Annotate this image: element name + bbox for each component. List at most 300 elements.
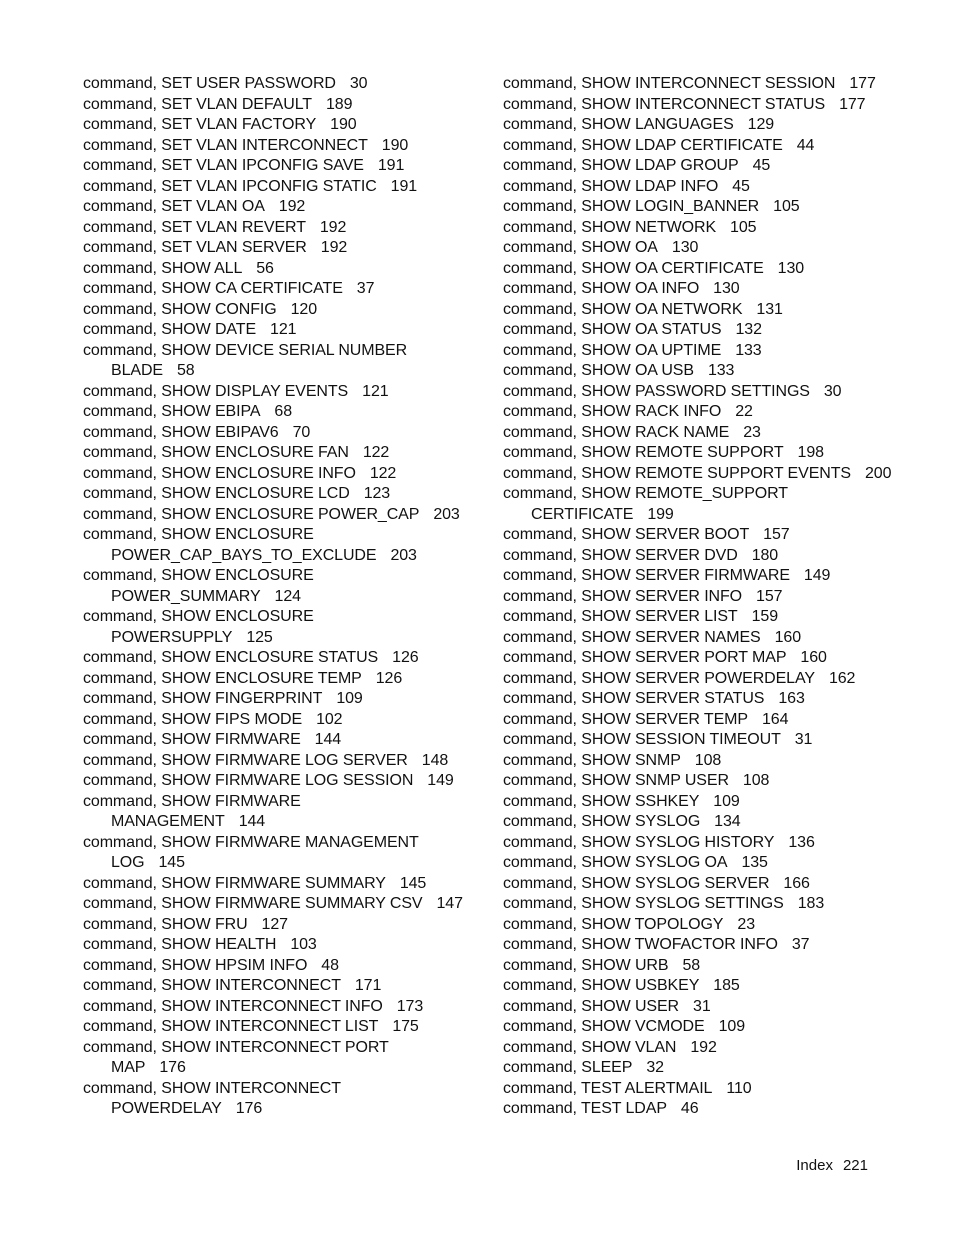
index-entry xyxy=(83,792,483,833)
index-entry xyxy=(503,341,923,362)
index-term: command, SET VLAN IPCONFIG STATIC xyxy=(83,177,377,195)
index-entry xyxy=(83,894,483,915)
index-page-ref: 103 xyxy=(290,936,317,953)
index-page-ref: 183 xyxy=(797,895,825,912)
index-page-ref: 23 xyxy=(743,423,761,441)
index-page-ref: 120 xyxy=(290,300,317,318)
index-term: command, SHOW CONFIG xyxy=(83,300,277,318)
index-entry xyxy=(503,710,923,731)
index-entry xyxy=(503,956,923,977)
index-term: command, SHOW SNMP USER xyxy=(503,772,729,789)
index-page-ref: 48 xyxy=(321,956,339,974)
index-term-continuation xyxy=(83,812,483,833)
index-column-left xyxy=(83,74,483,1120)
index-term: command, SHOW SERVER INFO xyxy=(503,587,743,605)
index-page-ref: 124 xyxy=(274,587,301,605)
index-page-ref: 37 xyxy=(791,936,810,953)
index-page-ref: 144 xyxy=(314,731,342,748)
index-page-ref: 149 xyxy=(427,772,454,789)
index-term: command, SHOW TWOFACTOR INFO xyxy=(503,936,778,953)
index-entry xyxy=(83,320,483,341)
index-page-ref: 192 xyxy=(320,239,348,256)
index-term: command, SHOW ENCLOSURE POWER_CAP xyxy=(83,505,420,523)
index-entry xyxy=(503,648,923,669)
index-entry xyxy=(83,730,483,751)
index-term-continuation-text: POWERDELAY xyxy=(111,1100,222,1117)
index-entry xyxy=(83,156,483,177)
index-page-ref: 164 xyxy=(761,710,789,728)
index-entry xyxy=(83,689,483,710)
index-entry xyxy=(503,197,923,218)
index-entry xyxy=(503,689,923,710)
index-page-ref: 145 xyxy=(399,874,427,892)
index-entry xyxy=(83,997,483,1018)
index-entry xyxy=(503,792,923,813)
index-page-ref: 171 xyxy=(354,977,382,994)
index-page-ref: 121 xyxy=(270,321,297,338)
index-term-continuation xyxy=(83,1058,483,1079)
index-entry xyxy=(503,115,923,136)
index-entry xyxy=(503,156,923,177)
index-page-ref: 177 xyxy=(839,95,866,113)
index-page-ref: 31 xyxy=(693,997,711,1015)
index-column-right xyxy=(503,74,923,1120)
index-entry xyxy=(503,874,923,895)
index-term: command, SHOW SYSLOG xyxy=(503,813,701,830)
index-page-ref: 126 xyxy=(375,669,403,687)
index-entry xyxy=(503,833,923,854)
index-term: command, SHOW INTERCONNECT LIST xyxy=(83,1018,379,1035)
index-term: command, SET USER PASSWORD xyxy=(83,75,336,92)
index-term-continuation xyxy=(83,587,483,608)
index-entry xyxy=(83,566,483,607)
index-entry xyxy=(83,505,483,526)
index-term: command, SHOW CA CERTIFICATE xyxy=(83,280,343,297)
index-entry xyxy=(503,853,923,874)
index-entry xyxy=(503,402,923,423)
index-term: command, SHOW SERVER TEMP xyxy=(503,710,748,728)
index-page-ref: 58 xyxy=(176,362,195,379)
index-term: command, SHOW TOPOLOGY xyxy=(503,915,724,933)
index-page-ref: 191 xyxy=(377,157,405,174)
index-page-ref: 130 xyxy=(713,280,740,297)
index-term: command, SET VLAN IPCONFIG SAVE xyxy=(83,157,364,174)
index-term-continuation-text: POWER_CAP_BAYS_TO_EXCLUDE xyxy=(111,546,377,564)
index-term: command, SHOW REMOTE_SUPPORT xyxy=(503,485,788,502)
index-page-ref: 190 xyxy=(330,116,357,133)
index-page-ref: 133 xyxy=(707,362,735,379)
index-term: command, SHOW FIRMWARE LOG SERVER xyxy=(83,751,408,769)
index-entry xyxy=(83,648,483,669)
index-page-ref: 149 xyxy=(803,567,831,584)
index-term: command, SHOW DISPLAY EVENTS xyxy=(83,382,349,400)
index-page-ref: 148 xyxy=(421,751,449,769)
index-entry xyxy=(83,402,483,423)
index-page-ref: 133 xyxy=(735,341,762,359)
index-page-ref: 162 xyxy=(828,669,856,687)
index-page-ref: 45 xyxy=(752,157,771,174)
index-page-ref: 166 xyxy=(783,874,810,892)
index-page-ref: 191 xyxy=(390,177,418,195)
index-entry xyxy=(503,566,923,587)
index-term: command, SHOW VCMODE xyxy=(503,1018,705,1035)
index-entry xyxy=(503,464,923,485)
index-entry xyxy=(83,115,483,136)
index-term: command, SHOW SERVER NAMES xyxy=(503,628,761,646)
index-term: command, SHOW SERVER FIRMWARE xyxy=(503,567,790,584)
index-entry xyxy=(503,74,923,95)
index-term: command, SHOW SERVER LIST xyxy=(503,608,738,625)
index-term: command, SHOW SERVER BOOT xyxy=(503,526,750,543)
index-term: command, SHOW RACK NAME xyxy=(503,423,730,441)
index-page-ref: 176 xyxy=(235,1100,263,1117)
index-term: command, SHOW SERVER STATUS xyxy=(503,690,765,707)
index-entry xyxy=(503,628,923,649)
index-term: command, SHOW INTERCONNECT xyxy=(83,977,341,994)
index-term: command, SHOW SERVER DVD xyxy=(503,546,738,564)
index-term: command, SHOW OA UPTIME xyxy=(503,341,722,359)
index-page-ref: 105 xyxy=(730,218,757,236)
index-term: command, SHOW LANGUAGES xyxy=(503,116,734,133)
index-page-ref: 177 xyxy=(849,75,876,92)
index-entry xyxy=(503,1058,923,1079)
index-entry xyxy=(83,238,483,259)
index-term: command, TEST LDAP xyxy=(503,1100,667,1117)
index-entry xyxy=(83,279,483,300)
index-page-ref: 105 xyxy=(773,198,800,215)
index-term: command, SHOW ENCLOSURE TEMP xyxy=(83,669,362,687)
index-page-ref: 30 xyxy=(349,75,368,92)
index-term: command, SHOW ENCLOSURE xyxy=(83,526,314,543)
index-entry xyxy=(503,1079,923,1100)
index-entry xyxy=(503,279,923,300)
index-page-ref: 192 xyxy=(278,198,306,215)
index-page-ref: 159 xyxy=(751,608,779,625)
index-term: command, SHOW INTERCONNECT STATUS xyxy=(503,95,826,113)
index-page-ref: 121 xyxy=(362,382,389,400)
index-page-ref: 122 xyxy=(362,444,390,461)
index-entry xyxy=(83,423,483,444)
index-page-ref: 160 xyxy=(800,649,827,666)
index-entry xyxy=(83,136,483,157)
index-term: command, SHOW OA INFO xyxy=(503,280,700,297)
index-entry xyxy=(503,730,923,751)
index-term: command, SET VLAN INTERCONNECT xyxy=(83,136,368,154)
index-entry xyxy=(83,464,483,485)
index-page-ref: 136 xyxy=(788,833,815,851)
index-entry xyxy=(503,915,923,936)
index-entry xyxy=(503,935,923,956)
index-entry xyxy=(503,1038,923,1059)
index-term: command, SHOW OA USB xyxy=(503,362,694,379)
index-page-ref: 110 xyxy=(726,1079,752,1097)
index-term: command, SHOW VLAN xyxy=(503,1038,677,1056)
index-term: command, SHOW LDAP INFO xyxy=(503,177,719,195)
index-term: command, SHOW ENCLOSURE FAN xyxy=(83,444,349,461)
index-page-ref: 102 xyxy=(316,710,343,728)
index-page-ref: 175 xyxy=(392,1018,419,1035)
index-term: command, SHOW INTERCONNECT SESSION xyxy=(503,75,836,92)
index-term: command, SET VLAN FACTORY xyxy=(83,116,317,133)
index-page-ref: 127 xyxy=(261,915,288,933)
index-term: command, SHOW FIRMWARE SUMMARY xyxy=(83,874,386,892)
index-entry xyxy=(503,136,923,157)
index-page-ref: 160 xyxy=(774,628,802,646)
index-term-continuation-text: MANAGEMENT xyxy=(111,813,225,830)
index-term: command, SHOW DATE xyxy=(83,321,257,338)
index-term: command, SHOW INTERCONNECT INFO xyxy=(83,997,383,1015)
index-page-ref: 147 xyxy=(436,895,463,912)
index-entry xyxy=(503,238,923,259)
index-page-ref: 129 xyxy=(747,116,775,133)
index-term: command, SHOW REMOTE SUPPORT xyxy=(503,444,784,461)
footer-page-number: 221 xyxy=(842,1157,868,1174)
index-entry xyxy=(503,812,923,833)
index-entry xyxy=(83,484,483,505)
index-term: command, SHOW URB xyxy=(503,956,669,974)
index-entry xyxy=(83,710,483,731)
index-term: command, SHOW FIRMWARE LOG SESSION xyxy=(83,772,414,789)
index-entry xyxy=(83,1017,483,1038)
index-term-continuation xyxy=(83,361,483,382)
index-term: command, SHOW FRU xyxy=(83,915,248,933)
index-term-continuation-text: BLADE xyxy=(111,362,163,379)
index-term: command, SHOW ENCLOSURE INFO xyxy=(83,464,356,482)
index-term: command, SET VLAN DEFAULT xyxy=(83,95,312,113)
index-page-ref: 144 xyxy=(238,813,266,830)
index-entry xyxy=(503,361,923,382)
index-entry xyxy=(83,95,483,116)
index-page-ref: 157 xyxy=(763,526,790,543)
index-entry xyxy=(83,833,483,874)
index-page-ref: 130 xyxy=(671,239,699,256)
index-term: command, SHOW OA STATUS xyxy=(503,321,722,338)
index-term-continuation xyxy=(83,628,483,649)
index-page-ref: 56 xyxy=(256,259,274,277)
index-page-ref: 30 xyxy=(823,382,842,400)
index-entry xyxy=(503,177,923,198)
index-page-ref: 192 xyxy=(319,218,347,236)
index-term: command, SHOW SERVER POWERDELAY xyxy=(503,669,815,687)
footer-label: Index xyxy=(796,1157,833,1174)
index-term: command, SHOW ALL xyxy=(83,259,243,277)
index-term: command, SHOW SESSION TIMEOUT xyxy=(503,731,781,748)
index-page-ref: 203 xyxy=(390,546,417,564)
index-page-ref: 46 xyxy=(680,1100,699,1117)
index-page-ref: 163 xyxy=(778,690,805,707)
index-term: command, SHOW OA xyxy=(503,239,658,256)
index-page-ref: 132 xyxy=(735,321,762,338)
index-entry xyxy=(83,956,483,977)
index-entry xyxy=(83,382,483,403)
index-page-ref: 123 xyxy=(363,485,391,502)
index-term: command, SHOW FIRMWARE xyxy=(83,731,301,748)
index-term: command, SHOW SERVER PORT MAP xyxy=(503,649,787,666)
index-page-ref: 122 xyxy=(369,464,397,482)
index-page-ref: 125 xyxy=(246,628,273,646)
index-term: command, SHOW LDAP GROUP xyxy=(503,157,739,174)
index-term: command, SHOW NETWORK xyxy=(503,218,717,236)
index-term-continuation xyxy=(503,505,923,526)
index-term: command, SHOW HPSIM INFO xyxy=(83,956,308,974)
index-term: command, TEST ALERTMAIL xyxy=(503,1079,713,1097)
index-entry xyxy=(503,976,923,997)
index-term: command, SHOW SNMP xyxy=(503,751,681,769)
index-term: command, SHOW PASSWORD SETTINGS xyxy=(503,382,810,400)
index-page-ref: 190 xyxy=(381,136,409,154)
index-entry xyxy=(83,976,483,997)
index-page-ref: 130 xyxy=(777,259,805,277)
index-page-ref: 200 xyxy=(864,464,892,482)
index-term: command, SHOW OA NETWORK xyxy=(503,300,743,318)
index-term-continuation xyxy=(83,853,483,874)
index-term-continuation-text: POWER_SUMMARY xyxy=(111,587,261,605)
index-entry xyxy=(503,95,923,116)
index-page-ref: 45 xyxy=(732,177,750,195)
page-footer xyxy=(796,1157,868,1174)
index-term: command, SHOW HEALTH xyxy=(83,936,277,953)
index-term: command, SET VLAN SERVER xyxy=(83,239,307,256)
index-term: command, SHOW EBIPA xyxy=(83,403,261,420)
index-term: command, SHOW SSHKEY xyxy=(503,792,700,810)
index-term: command, SHOW SYSLOG SERVER xyxy=(503,874,770,892)
index-term: command, SHOW OA CERTIFICATE xyxy=(503,259,764,277)
index-page-ref: 23 xyxy=(737,915,755,933)
index-page-ref: 173 xyxy=(396,997,424,1015)
index-term: command, SHOW ENCLOSURE xyxy=(83,567,314,584)
index-entry xyxy=(83,874,483,895)
index-entry xyxy=(503,382,923,403)
index-page-ref: 199 xyxy=(647,505,674,523)
index-term: command, SHOW DEVICE SERIAL NUMBER xyxy=(83,341,408,359)
index-page-ref: 108 xyxy=(742,772,770,789)
index-entry xyxy=(83,443,483,464)
index-entry xyxy=(83,1038,483,1079)
index-page-ref: 22 xyxy=(735,403,753,420)
index-entry xyxy=(503,894,923,915)
index-entry xyxy=(503,443,923,464)
index-term-continuation-text: MAP xyxy=(111,1059,146,1076)
index-term: command, SET VLAN OA xyxy=(83,198,265,215)
index-term: command, SHOW SYSLOG HISTORY xyxy=(503,833,775,851)
index-entry xyxy=(503,300,923,321)
index-term: command, SHOW REMOTE SUPPORT EVENTS xyxy=(503,464,851,482)
index-entry xyxy=(503,1099,923,1120)
index-term: command, SLEEP xyxy=(503,1059,633,1076)
index-page-ref: 109 xyxy=(336,690,363,707)
index-term: command, SET VLAN REVERT xyxy=(83,218,306,236)
index-entry xyxy=(503,546,923,567)
index-term: command, SHOW FIRMWARE SUMMARY CSV xyxy=(83,895,423,912)
index-term: command, SHOW LDAP CERTIFICATE xyxy=(503,136,783,154)
index-page-ref: 135 xyxy=(741,854,768,871)
index-term-continuation-text: CERTIFICATE xyxy=(531,505,634,523)
index-page-ref: 44 xyxy=(796,136,815,154)
index-page-ref: 31 xyxy=(794,731,813,748)
index-page-ref: 134 xyxy=(714,813,741,830)
index-entry xyxy=(503,484,923,525)
index-entry xyxy=(83,197,483,218)
index-page-ref: 58 xyxy=(682,956,701,974)
index-term: command, SHOW ENCLOSURE xyxy=(83,608,314,625)
index-entry xyxy=(83,935,483,956)
index-page-ref: 70 xyxy=(292,423,311,441)
index-entry xyxy=(83,669,483,690)
index-term: command, SHOW FIPS MODE xyxy=(83,710,303,728)
index-term: command, SHOW RACK INFO xyxy=(503,403,722,420)
index-entry xyxy=(503,997,923,1018)
index-entry xyxy=(83,300,483,321)
index-entry xyxy=(83,341,483,382)
index-page-ref: 109 xyxy=(718,1018,745,1035)
index-entry xyxy=(83,607,483,648)
index-page-ref: 68 xyxy=(274,403,293,420)
index-term: command, SHOW EBIPAV6 xyxy=(83,423,279,441)
index-entry xyxy=(83,771,483,792)
index-term: command, SHOW USER xyxy=(503,997,680,1015)
index-entry xyxy=(83,74,483,95)
index-page-ref: 32 xyxy=(646,1059,664,1076)
index-term: command, SHOW ENCLOSURE LCD xyxy=(83,485,350,502)
index-page-ref: 189 xyxy=(326,95,353,113)
index-term: command, SHOW ENCLOSURE STATUS xyxy=(83,649,379,666)
index-page-ref: 180 xyxy=(751,546,779,564)
index-term-continuation-text: POWERSUPPLY xyxy=(111,628,233,646)
index-entry xyxy=(503,320,923,341)
index-page-ref: 126 xyxy=(392,649,419,666)
index-term-continuation xyxy=(83,546,483,567)
index-page-ref: 145 xyxy=(158,854,185,871)
index-entry xyxy=(503,771,923,792)
index-page-ref: 131 xyxy=(756,300,783,318)
index-term: command, SHOW FIRMWARE xyxy=(83,792,301,810)
index-entry xyxy=(503,423,923,444)
index-entry xyxy=(83,751,483,772)
index-entry xyxy=(503,607,923,628)
index-term: command, SHOW FIRMWARE MANAGEMENT xyxy=(83,833,419,851)
index-entry xyxy=(83,1079,483,1120)
index-term: command, SHOW SYSLOG SETTINGS xyxy=(503,895,784,912)
index-entry xyxy=(503,525,923,546)
index-page-ref: 203 xyxy=(433,505,460,523)
index-page-ref: 176 xyxy=(159,1059,186,1076)
index-page-ref: 108 xyxy=(694,751,722,769)
index-page-ref: 185 xyxy=(713,977,740,994)
index-term: command, SHOW INTERCONNECT xyxy=(83,1079,341,1097)
index-entry xyxy=(83,259,483,280)
index-entry xyxy=(503,669,923,690)
index-page-ref: 157 xyxy=(756,587,783,605)
index-entry xyxy=(503,259,923,280)
index-page-ref: 198 xyxy=(797,444,824,461)
index-entry xyxy=(503,587,923,608)
index-page-ref: 109 xyxy=(713,792,740,810)
index-term: command, SHOW LOGIN_BANNER xyxy=(503,198,760,215)
index-term-continuation-text: LOG xyxy=(111,854,145,871)
index-entry xyxy=(83,525,483,566)
index-page-ref: 37 xyxy=(356,280,375,297)
index-term-continuation xyxy=(83,1099,483,1120)
index-entry xyxy=(503,1017,923,1038)
index-entry xyxy=(503,751,923,772)
index-entry xyxy=(83,218,483,239)
index-entry xyxy=(83,177,483,198)
index-entry xyxy=(503,218,923,239)
index-term: command, SHOW FINGERPRINT xyxy=(83,690,323,707)
index-term: command, SHOW INTERCONNECT PORT xyxy=(83,1038,389,1056)
index-page-ref: 192 xyxy=(690,1038,717,1056)
index-entry xyxy=(83,915,483,936)
